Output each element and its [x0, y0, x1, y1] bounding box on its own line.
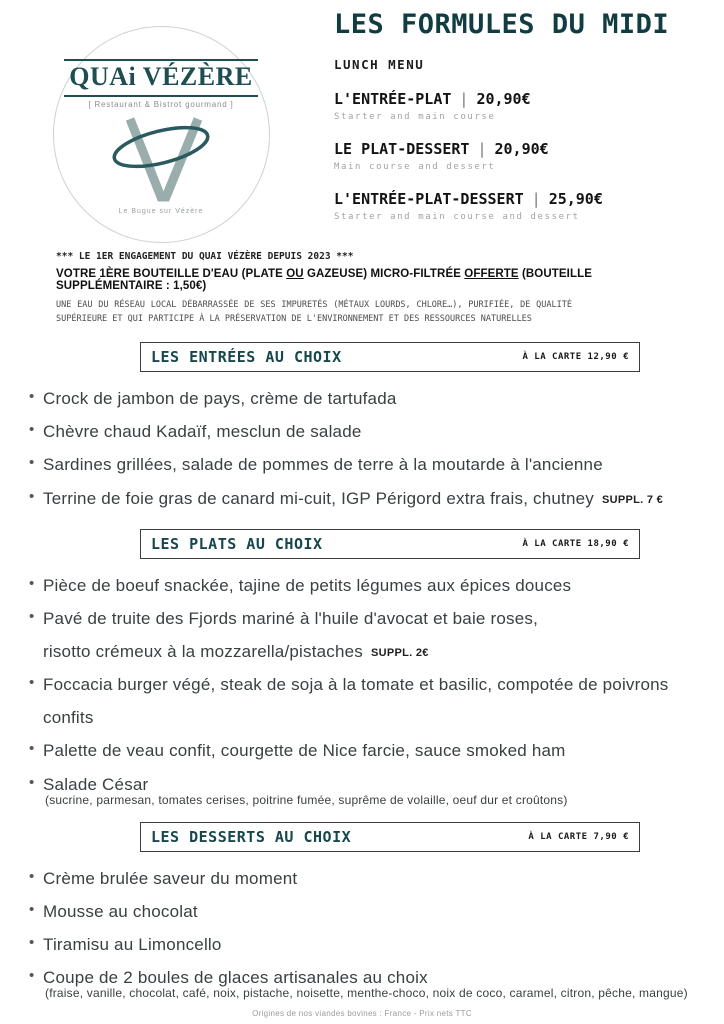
logo-name-box	[64, 59, 257, 97]
engagement-block	[56, 251, 694, 326]
menu-item	[28, 482, 696, 515]
formula-entree-plat	[334, 90, 724, 122]
formula-price: 20,90€	[494, 139, 549, 158]
v-monogram-icon	[102, 111, 220, 203]
item-text-line2	[43, 635, 696, 668]
page-title: LES FORMULES DU MIDI	[334, 9, 670, 40]
item-text: Coupe de 2 boules de glaces artisanales au choix	[43, 968, 428, 988]
water-offer-ou: OU	[286, 268, 304, 280]
formula-label: L'ENTRÉE-PLAT	[334, 89, 452, 108]
item-text: Mousse au chocolat	[43, 901, 198, 921]
water-offer-offerte: OFFERTE	[464, 268, 519, 280]
menu-item	[28, 382, 696, 415]
separator: |	[459, 89, 469, 108]
formula-label: LE PLAT-DESSERT	[334, 139, 470, 158]
plats-list	[28, 569, 696, 808]
water-offer-line	[56, 268, 694, 292]
formula-label: L'ENTRÉE-PLAT-DESSERT	[334, 189, 524, 208]
menu-item	[28, 415, 696, 448]
desserts-list	[28, 862, 696, 1002]
menu-item	[28, 928, 696, 961]
section-header-plats	[140, 529, 640, 559]
item-text: Crock de jambon de pays, crème de tartufada	[43, 389, 397, 409]
footer-note: Origines de nos viandes bovines : France - Prix nets TTC	[252, 1009, 472, 1018]
menu-item	[28, 895, 696, 928]
separator: |	[531, 189, 541, 208]
menu-item	[28, 734, 696, 767]
menu-item	[28, 448, 696, 481]
item-note: (sucrine, parmesan, tomates cerises, poitrine fumée, suprême de volaille, oeuf dur et croûtons)	[45, 792, 568, 807]
item-note: (fraise, vanille, chocolat, café, noix, pistache, noisette, menthe-choco, noix de coco, caramel, citron, pêche, mangue)	[45, 986, 688, 1001]
menu-item	[28, 569, 696, 602]
lunch-menu-label: LUNCH MENU	[334, 56, 425, 72]
section-header-desserts	[140, 822, 640, 852]
restaurant-logo	[53, 26, 270, 243]
supplement-label: SUPPL. 7 €	[601, 493, 664, 506]
formula-entree-plat-dessert	[334, 190, 724, 222]
supplement-label: SUPPL. 2€	[371, 647, 429, 660]
formules-area	[322, 0, 724, 243]
item-text: Crème brulée saveur du moment	[43, 868, 298, 888]
water-offer-text: VOTRE 1ÈRE BOUTEILLE D'EAU (PLATE	[56, 268, 287, 280]
item-text: risotto crémeux à la mozzarella/pistaches	[43, 642, 363, 662]
item-text: Terrine de foie gras de canard mi-cuit, IGP Périgord extra frais, chutney	[43, 488, 594, 508]
formula-line	[334, 190, 724, 208]
entrees-list	[28, 382, 696, 515]
header-area	[0, 0, 724, 243]
logo-area	[0, 0, 322, 243]
formula-plat-dessert	[334, 140, 724, 172]
carte-price: À LA CARTE 18,90 €	[522, 538, 629, 549]
item-text: Foccacia burger végé, steak de soja à la tomate et basilic, compotée de poivrons confits	[43, 675, 669, 728]
menu-item	[28, 862, 696, 895]
item-text: Chèvre chaud Kadaïf, mesclun de salade	[43, 422, 362, 442]
formula-line	[334, 90, 724, 108]
formula-price: 20,90€	[476, 89, 531, 108]
section-title: LES ENTRÉES AU CHOIX	[151, 348, 342, 367]
formula-description: Main course and dessert	[334, 161, 496, 172]
formula-line	[334, 140, 724, 158]
logo-name: QUAi VÉZÈRE	[69, 62, 253, 91]
water-detail-text: UNE EAU DU RÉSEAU LOCAL DÉBARRASSÉE DE SES IMPURETÉS (MÉTAUX LOURDS, CHLORE…), PURIFIÉE, DE QUALITÉ SUPÉRIEURE ET QUI PARTICIPE À LA PRÉSERVATION DE L'ENVIRONNEMENT ET DES RESSOURCES NATURELLES	[56, 300, 572, 324]
menu-item	[28, 768, 696, 808]
item-text: Salade César	[43, 774, 149, 794]
logo-location: Le Bugue sur Vézère	[118, 208, 204, 215]
section-header-entrees	[140, 342, 640, 372]
carte-price: À LA CARTE 12,90 €	[522, 352, 629, 363]
menu-item	[28, 668, 696, 734]
section-title: LES PLATS AU CHOIX	[151, 534, 323, 553]
item-text: Sardines grillées, salade de pommes de terre à la moutarde à l'ancienne	[43, 455, 603, 475]
engagement-line: *** LE 1ER ENGAGEMENT DU QUAI VÉZÈRE DEPUIS 2023 ***	[56, 251, 354, 262]
section-title: LES DESSERTS AU CHOIX	[151, 827, 352, 846]
formula-price: 25,90€	[548, 189, 603, 208]
menu-item	[28, 602, 696, 668]
menu-item	[28, 961, 696, 1001]
water-offer-text: (BOUTEILLE SUPPLÉMENTAIRE : 1,50€)	[56, 268, 592, 292]
item-text: Pièce de boeuf snackée, tajine de petits légumes aux épices douces	[43, 575, 572, 595]
separator: |	[477, 139, 487, 158]
item-text: Tiramisu au Limoncello	[43, 935, 222, 955]
formula-description: Starter and main course	[334, 111, 496, 122]
logo-subtitle: [ Restaurant & Bistrot gourmand ]	[88, 100, 234, 109]
carte-price: À LA CARTE 7,90 €	[528, 831, 629, 842]
formula-description: Starter and main course and dessert	[334, 211, 580, 222]
item-text: Pavé de truite des Fjords mariné à l'huile d'avocat et baie roses,	[43, 608, 539, 628]
water-offer-text: GAZEUSE) MICRO-FILTRÉE	[303, 268, 465, 280]
item-text: Palette de veau confit, courgette de Nice farcie, sauce smoked ham	[43, 741, 566, 761]
